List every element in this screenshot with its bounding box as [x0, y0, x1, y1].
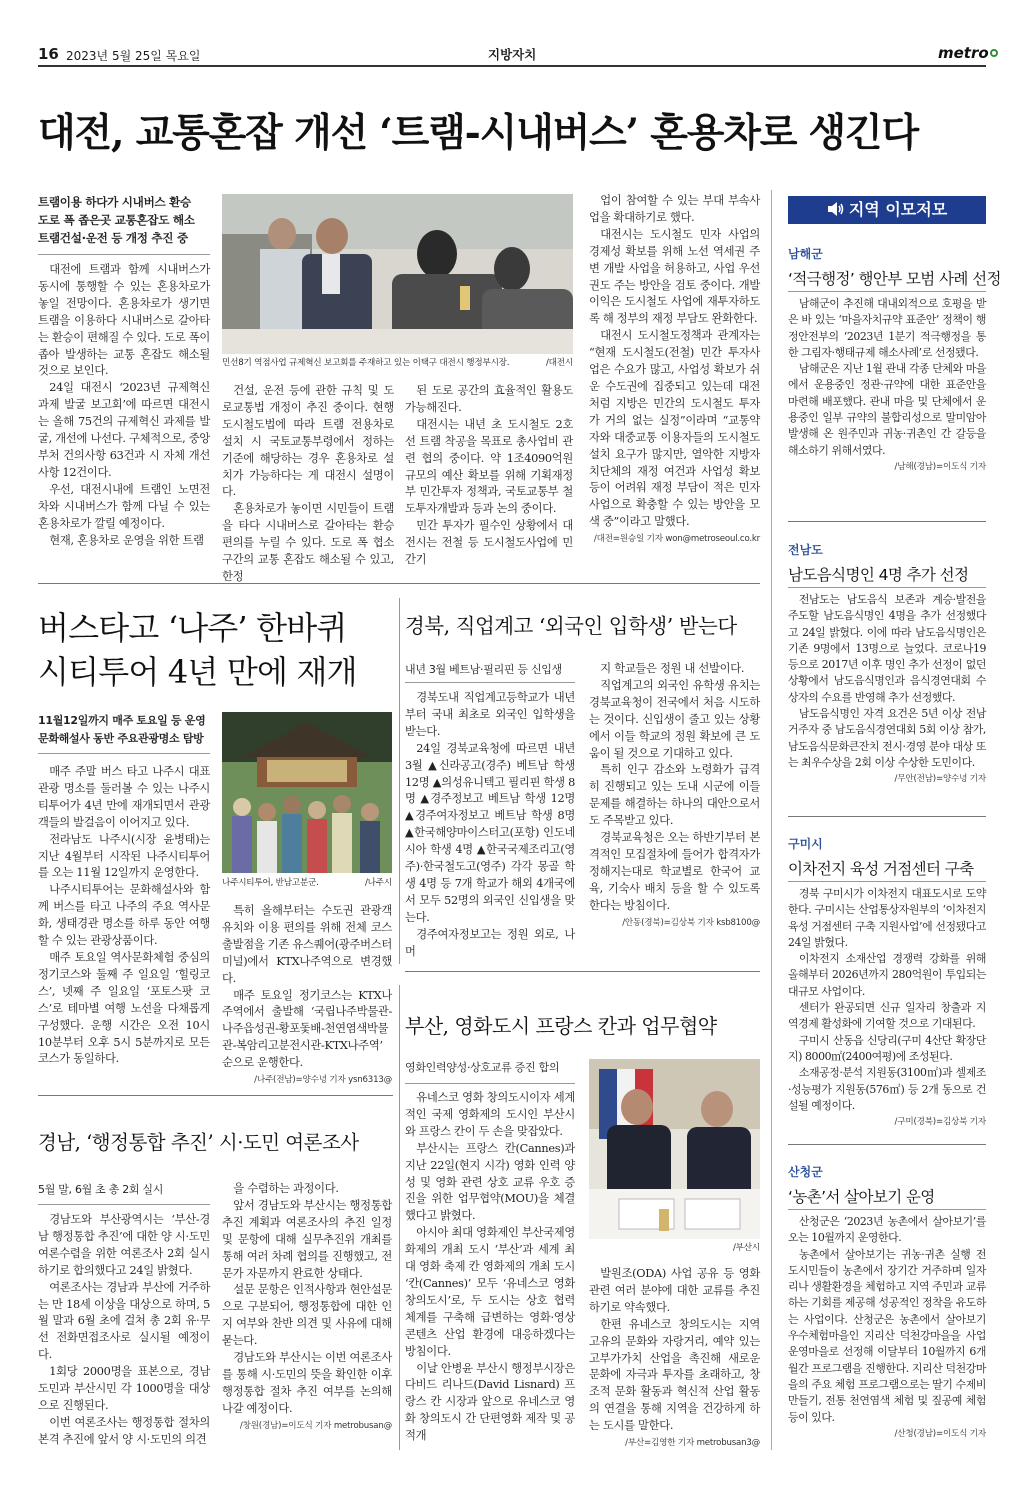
article1-subhead-line: 트램건설·운전 등 개정 추진 중 [38, 231, 188, 245]
divider [405, 971, 760, 972]
paragraph: 전라남도 나주시(시장 윤병태)는 지난 4월부터 시작된 나주시티투어를 오는 11월 12일까지 운영한다. [38, 832, 210, 880]
sidebar-item-title: ‘농촌’서 살아보기 운영 [788, 1188, 935, 1206]
section-name: 지방자치 [488, 47, 537, 62]
sidebar-item-body [788, 592, 986, 804]
paragraph: 경북 구미시가 이차전지 대표도시로 도약한다. 구미시는 산업통상자원부의 ‘이차전지 육성 거점센터 구축 지원사업’에 선정됐다고 24일 밝혔다. [788, 887, 986, 949]
photo-credit: /나주시 [364, 878, 392, 888]
speaker-icon [827, 198, 845, 226]
subhead-underline [38, 753, 210, 754]
paragraph: 1회당 2000명을 표본으로, 경남도민과 부산시민 각 1000명을 대상으로 진행된다. [38, 1365, 210, 1412]
paragraph: 구미시 산동읍 신당리(구미 4산단 확장단지) 8000㎡(2400여평)에 조성된다. [788, 1033, 986, 1063]
paragraph: 건설, 운전 등에 관한 규칙 및 도로교통법 개정이 추진 중이다. 현행 도시철도법에 따라 트램 전용차로 설치 시 국토교통부령에서 정하는 기준에 해당하는 경우 혼용차로 설치가 가능하다는 게 대전시 설명이다. [222, 384, 394, 499]
paragraph: 지 학교들은 정원 내 선발이다. [600, 662, 745, 675]
page-number: 16 [38, 45, 59, 63]
paragraph: 특히 인구 감소와 노령화가 급격히 진행되고 있는 도내 시군에 이들 문제를 해결하는 하나의 대안으로서도 주목받고 있다. [589, 763, 760, 828]
paragraph: 아시아 최대 영화제인 부산국제영화제의 개최 도시 ‘부산’과 세계 최대 영화 축제 칸 영화제의 개최 도시 ‘칸(Cannes)’ 모두 ‘유네스코 영화 창의도시’로, 두 도시는 상호 협력 체계를 구축해 급변하는 영화·영상 콘텐츠 산업 환경에 대응하겠다는 방침이다. [405, 1226, 575, 1358]
article4-body-col2 [222, 1181, 392, 1450]
paragraph: 대전시는 도시철도 민자 사업의 경제성 확보를 위해 노선 역세권 주변 개발 사업을 허용하고, 사업 우선권도 주는 방안을 검토 중이다. 개발 이익은 도시철도 사업에 재투자하도록 해 정부의 재정 부담도 완화한다. [589, 227, 760, 326]
article1-caption [222, 357, 573, 369]
article2-body-col2 [222, 903, 392, 1086]
byline: /부산=김영한 기자 metrobusan3@ [625, 1438, 760, 1449]
paragraph: 대전에 트램과 함께 시내버스가 동시에 통행할 수 있는 혼용차로가 놓일 전망이다. 혼용차로가 생기면 트램을 이용하다 시내버스로 갈아타는 환승이 편해질 수 있다. 도로 폭이 좁아 발생하는 교통 혼잡도 해소될 것으로 보인다. [38, 263, 210, 378]
sidebar-banner [788, 196, 986, 224]
subhead-underline [38, 1204, 210, 1205]
paragraph: 경주여자정보고는 정원 외로, 나머 [405, 927, 575, 958]
sidebar-item-body [788, 886, 986, 1132]
article5-photo [589, 1059, 760, 1239]
paragraph: 소재공정·분석 지원동(3100㎡)과 셀제조·성능평가 지원동(576㎡) 등 2개 동으로 건설될 예정이다. [788, 1066, 986, 1112]
article3-body-col2 [589, 661, 760, 958]
paragraph: 대전시 도시철도정책과 관계자는 “현재 도시철도(전철) 민간 투자사업은 수요가 많고, 사업성 확보가 쉬운 수도권에 집중되고 있는데 대전처럼 지방은 민간의 도시철도 투자가 거의 없는 실정”이라며 “교통약자와 대중교통 이용자들의 도시철도 설치 요구가 많지만, 열악한 지방자치단체의 재정 여건과 사업성 확보 등이 어려워 재정 부담이 적은 민자 사업으로 확충할 수 있는 방안을 모색 중”이라고 말했다. [589, 329, 760, 529]
paragraph: 직업계고의 외국인 유학생 유치는 경북교육청이 전국에서 처음 시도하는 것이다. 신입생이 줄고 있는 상황에서 이들 학교의 정원 확보에 큰 도움이 될 것으로 기대하고 있다. [589, 678, 760, 760]
header-rule [38, 65, 986, 67]
paragraph: 전남도는 남도음식 보존과 계승·발전을 주도할 남도음식명인 4명을 추가 선정했다고 24일 밝혔다. 이에 따라 남도음식명인은 기존 9명에서 13명으로 늘었다. 코로나19 등으로 2017년 이후 명인 추가 선정이 없던 상황에서 남도음식명인과 음식경연대회 수상자의 수요를 반영해 추가 선정했다. [788, 593, 986, 704]
divider [38, 583, 760, 584]
article3-subhead: 내년 3월 베트남·필리핀 등 신입생 [405, 663, 562, 676]
article2-caption [222, 877, 392, 889]
sidebar-item-region: 구미시 [788, 837, 823, 851]
sidebar-title-rule [788, 881, 986, 882]
column-divider [399, 985, 400, 1450]
paragraph: 경남도와 부산광역시는 ‘부산-경남 행정통합 추진’에 대한 양 시·도민 여론수렴을 위한 여론조사 2회 실시하기로 합의했다고 24일 밝혔다. [38, 1213, 210, 1277]
article1-subhead-line: 도로 폭 좁은곳 교통혼잡도 해소 [38, 213, 195, 227]
byline: /나주(전남)=양수녕 기자 ysn6313@ [254, 1075, 392, 1086]
sidebar-item-title: 이차전지 육성 거점센터 구축 [788, 860, 974, 878]
sidebar-title-rule [788, 1209, 986, 1210]
article2-photo [222, 712, 392, 873]
byline: /구미(경북)=김상북 기자 [894, 1117, 986, 1128]
headline-line: 시티투어 4년 만에 재개 [38, 653, 357, 691]
photo-credit: /대전시 [545, 358, 573, 368]
paragraph: 혼용차로가 놓이면 시민들이 트램을 타다 시내버스로 갈아타는 환승 편의를 누릴 수 있다. 도로 폭 협소 구간의 교통 혼잡도 해소될 수 있고, 한정 [222, 502, 394, 583]
sidebar-item-title: ‘적극행정’ 행안부 모범 사례 선정 [788, 270, 1001, 288]
paragraph: 매주 토요일 역사문화체험 중심의 정기코스와 둘째 주 일요일 ‘힐링코스’, 넷째 주 일요일 ‘포토스팟 코스’로 테마별 여행 노선을 다채롭게 구성했다. 운행 시간은 오전 10시 10분부터 오후 5시 5분까지로 모든 코스가 동일하다. [38, 950, 210, 1066]
sidebar-title-rule [788, 587, 986, 588]
paragraph: 이번 여론조사는 행정통합 절차의 본격 추진에 앞서 양 시·도민의 의견 [38, 1415, 210, 1446]
paragraph: 매주 토요일 정기코스는 KTX나주역에서 출발해 ‘국립나주박물관-나주읍성권-황포돛배-천연염색박물관-복암리고분전시관-KTX나주역’ 순으로 운행한다. [222, 988, 392, 1070]
subhead-underline [405, 1083, 575, 1084]
byline: /대전=원승일 기자 won@metroseoul.co.kr [593, 534, 760, 545]
sidebar-item-divider [788, 521, 986, 522]
sidebar-item-body [788, 1214, 986, 1450]
article2-subhead [38, 712, 210, 748]
article2-headline [38, 606, 357, 694]
sidebar-item-divider [788, 1144, 986, 1145]
paragraph: 나주시티투어는 문화해설사와 함께 버스를 타고 나주의 주요 역사문화, 생태경관 명소를 하루 동안 여행할 수 있는 관광상품이다. [38, 883, 210, 948]
paragraph: 24일 경북교육청에 따르면 내년 3월 ▲신라공고(경주) 베트남 학생 12명 ▲의성유니텍고 필리핀 학생 8명 ▲경주정보고 베트남 학생 12명 ▲경주여자정보고 베트남 학생 8명 ▲한국해양마이스터고(포항) 인도네시아 학생 4명 ▲한국국제조리고(영주)·한국철도고(영주) 각각 몽골 학생 4명 등 7개 학교가 해외 4개국에서 모두 52명의 외국인 신입생을 맞는다. [405, 741, 575, 924]
article4-headline: 경남, ‘행정통합 추진’ 시·도민 여론조사 [38, 1131, 359, 1154]
article1-subhead-line: 트램이용 하다가 시내버스 환승 [38, 195, 191, 209]
subhead-underline [38, 254, 210, 255]
paragraph: 대전시는 내년 초 도시철도 2호선 트램 착공을 목표로 총사업비 관련 협의 중이다. 약 1조4090억원 규모의 예산 확보를 위해 기획재정부 민간투자 정책과, 국토교통부 철도투자개발과 등과 논의 중이다. [405, 417, 573, 516]
divider [38, 1095, 393, 1096]
photo-credit: /부산시 [732, 1243, 760, 1253]
brand-logo-mark [990, 49, 998, 57]
article5-body-col2 [589, 1266, 760, 1448]
article1-headline: 대전, 교통혼잡 개선 ‘트램-시내버스’ 혼용차로 생긴다 [38, 110, 918, 156]
paragraph: 부산시는 프랑스 칸(Cannes)과 지난 22일(현지 시각) 영화 인력 양성 및 영화 관련 상호 교류 우호 증진을 위한 업무협약(MOU)을 체결했다고 밝혔다. [405, 1141, 575, 1223]
paragraph: 농촌에서 살아보기는 귀농·귀촌 실행 전 도시민들이 농촌에서 장기간 거주하며 일자리나 생활환경을 체험하고 지역 주민과 교류하는 기회를 제공해 성공적인 정착을 유도하는 사업이다. 산청군은 농촌에서 살아보기 우수체험마을인 지리산 덕천강마을을 사업운영마을로 선정해 이달부터 10월까지 6개월간 프로그램을 진행한다. 지리산 덕천강마을의 주요 체험 프로그램으로는 딸기 수제비 만들기, 전통 천연염색 체험 및 짚공예 체험 등이 있다. [788, 1247, 986, 1424]
paragraph: 남도음식명인 자격 요건은 5년 이상 전남 거주자 중 남도음식경연대회 5회 이상 참가, 남도음식문화큰잔치 전시·경영 분야 대상 또는 최우수상을 2회 이상 수상한 도민이다. [788, 707, 986, 769]
article5-subhead: 영화인력양성·상호교류 증진 합의 [405, 1061, 560, 1074]
paragraph: 경북교육청은 오는 하반기부터 본격적인 모집절차에 들어가 합격자가 정해지는대로 학교별로 한국어 교육, 기숙사 배치 등을 할 수 있도록 한다는 방침이다. [589, 831, 760, 912]
paragraph: 우선, 대전시내에 트램인 노면전차와 시내버스가 함께 다닐 수 있는 혼용차로가 깔릴 예정이다. [38, 482, 210, 530]
byline: /산청(경남)=이도식 기자 [894, 1428, 986, 1439]
paragraph: 을 수렴하는 과정이다. [233, 1182, 339, 1195]
paragraph: 센터가 완공되면 신규 일자리 창출과 지역경제 활성화에 기여할 것으로 기대된다. [788, 1001, 986, 1031]
article1-body-col1 [38, 262, 210, 562]
brand-logo [938, 44, 998, 62]
sidebar-item-divider [788, 816, 986, 817]
article1-body-col4 [589, 193, 760, 563]
article2-subhead-line: 11월12일까지 매주 토요일 등 운영 [38, 714, 206, 727]
paragraph: 현재, 혼용차로 운영을 위한 트램 [49, 533, 204, 547]
paragraph: 이날 안병윤 부산시 행정부시장은 다비드 리나드(David Lisnard) 프랑스 칸 시장과 앞으로 유네스코 영화 창의도시 간 단편영화 제작 및 공적개 [405, 1361, 575, 1443]
sidebar-item-body [788, 296, 986, 514]
paragraph: 경북도내 직업계고등학교가 내년부터 국내 최초로 외국인 입학생을 받는다. [405, 691, 575, 738]
article3-body-col1 [405, 690, 575, 958]
issue-date: 2023년 5월 25일 목요일 [66, 49, 201, 63]
paragraph: 매주 주말 버스 타고 나주시 대표 관광 명소를 둘러볼 수 있는 나주시티투어가 4년 만에 재개되면서 관광객들의 발걸음이 이어지고 있다. [38, 765, 210, 829]
paragraph: 경남도와 부산시는 이번 여론조사를 통해 시·도민의 뜻을 확인한 이후 행정통합 절차 추진 여부를 논의해 나갈 예정이다. [222, 1351, 392, 1415]
subhead-underline [405, 682, 575, 683]
paragraph: 업이 참여할 수 있는 부대 부속사업을 확대하기로 했다. [589, 194, 760, 224]
article1-body-col3 [405, 383, 573, 567]
sidebar-item-title: 남도음식명인 4명 추가 선정 [788, 566, 969, 584]
paragraph: 앞서 경남도와 부산시는 행정통합 추진 계획과 여론조사의 추진 일정 및 문항에 대해 실무추진위 개최를 통해 여러 차례 협의를 진행했고, 전문가 자문까지 완료한 상태다. [222, 1198, 392, 1280]
article5-headline: 부산, 영화도시 프랑스 칸과 업무협약 [405, 1014, 717, 1038]
paragraph: 여론조사는 경남과 부산에 거주하는 만 18세 이상을 대상으로 하며, 5월 말과 6월 초에 걸쳐 총 2회 유·무선 전화면접조사로 실시될 예정이다. [38, 1280, 210, 1362]
brand-logo-text: metro [938, 44, 989, 62]
paragraph: 발원조(ODA) 사업 공유 등 영화 관련 여러 분야에 대한 교류를 추진하기로 약속했다. [589, 1267, 760, 1314]
article2-body-col1 [38, 764, 210, 1079]
paragraph: 민간 투자가 필수인 상황에서 대전시는 전철 등 도시철도사업에 민간기 [405, 519, 573, 567]
byline: /무안(전남)=양수녕 기자 [894, 774, 986, 785]
tour-group-photo-illustration [222, 712, 392, 873]
paragraph: 산청군은 ‘2023년 농촌에서 살아보기’를 오는 10월까지 운영한다. [788, 1215, 986, 1245]
headline-line: 버스타고 ‘나주’ 한바퀴 [38, 609, 347, 647]
article1-subhead [38, 193, 210, 247]
column-divider [399, 598, 400, 964]
paragraph: 남해군은 지난 1월 관내 각종 단체와 마을에서 운용중인 정관·규약에 대한 표준안을 마련해 배포했다. 관내 마을 및 단체에서 운용중인 일부 규약의 불합리성으로 말미암아 발생해 온 원주민과 귀농·귀촌인 간 갈등을 해소하기 위해서였다. [788, 362, 986, 457]
paragraph: 유네스코 영화 창의도시이자 세계적인 국제 영화제의 도시인 부산시와 프랑스 칸이 두 손을 맞잡았다. [405, 1091, 575, 1138]
article1-body-col2 [222, 383, 394, 583]
caption-text: 민선8기 역점사업 규제혁신 보고회를 주재하고 있는 이택구 대전시 행정부시장. [222, 358, 510, 368]
caption-text: 나주시티투어, 반남고분군. [222, 878, 319, 888]
article1-photo [222, 194, 573, 354]
article2-subhead-line: 문화해설사 동반 주요관광명소 탐방 [38, 732, 204, 745]
paragraph: 설문 문항은 인적사항과 현안설문으로 구분되어, 행정통합에 대한 인지 여부와 찬반 의견 및 사유에 대해 묻는다. [222, 1283, 392, 1348]
sidebar-item-region: 산청군 [788, 1165, 823, 1179]
paragraph: 특히 올해부터는 수도권 관광객 유치와 이용 편의를 위해 전체 코스 출발점을 기존 유스퀘어(광주버스터미널)에서 KTX나주역으로 변경했다. [222, 904, 392, 985]
article4-body-col1 [38, 1212, 210, 1450]
byline: /남해(경남)=이도식 기자 [894, 461, 986, 472]
article4-subhead: 5월 말, 6월 초 총 2회 실시 [38, 1183, 164, 1196]
sidebar-item-region: 전남도 [788, 543, 823, 557]
sidebar-title-rule [788, 291, 986, 292]
paragraph: 한편 유네스코 창의도시는 지역 고유의 문화와 자랑거리, 예약 있는 고부가가치 산업을 촉진해 새로운 문화에 자극과 투자를 초래하고, 창조적 문화 활동과 혁신적 산업 활동의 연결을 통해 지역을 건강하게 하는 도시를 말한다. [589, 1317, 760, 1433]
byline: /창원(경남)=이도식 기자 metrobusan@ [239, 1420, 392, 1431]
meeting-photo-illustration [222, 194, 573, 354]
mou-signing-photo-illustration [589, 1059, 760, 1239]
sidebar-item-region: 남해군 [788, 247, 823, 261]
article5-body-col1 [405, 1090, 575, 1448]
sidebar-divider [771, 190, 772, 1450]
article3-headline: 경북, 직업계고 ‘외국인 입학생’ 받는다 [405, 614, 737, 638]
paragraph: 이차전지 소재산업 경쟁력 강화를 위해 올해부터 2026년까지 280억원이 투입되는 대규모 사업이다. [788, 952, 986, 998]
sidebar-banner-title: 지역 이모저모 [848, 200, 948, 219]
byline: /안동(경북)=김상북 기자 ksb8100@ [622, 917, 760, 928]
paragraph: 24일 대전시 ‘2023년 규제혁신 과제 발굴 보고회’에 따르면 대전시는 올해 75건의 규제혁신 과제를 발굴, 개선에 나선다. 구체적으로, 중앙부처 건의사항 63건과 시 자체 개선사항 12건이다. [38, 381, 210, 479]
paragraph: 남해군이 추진해 대내외적으로 호평을 받은 바 있는 ‘마을자치규약 표준안’ 정책이 행정안전부의 ‘2023년 1분기 적극행정을 통한 그림자·행태규제 해소사례’로 선정됐다. [788, 297, 986, 359]
paragraph: 된 도로 공간의 효율적인 활용도 가능해진다. [405, 384, 573, 414]
